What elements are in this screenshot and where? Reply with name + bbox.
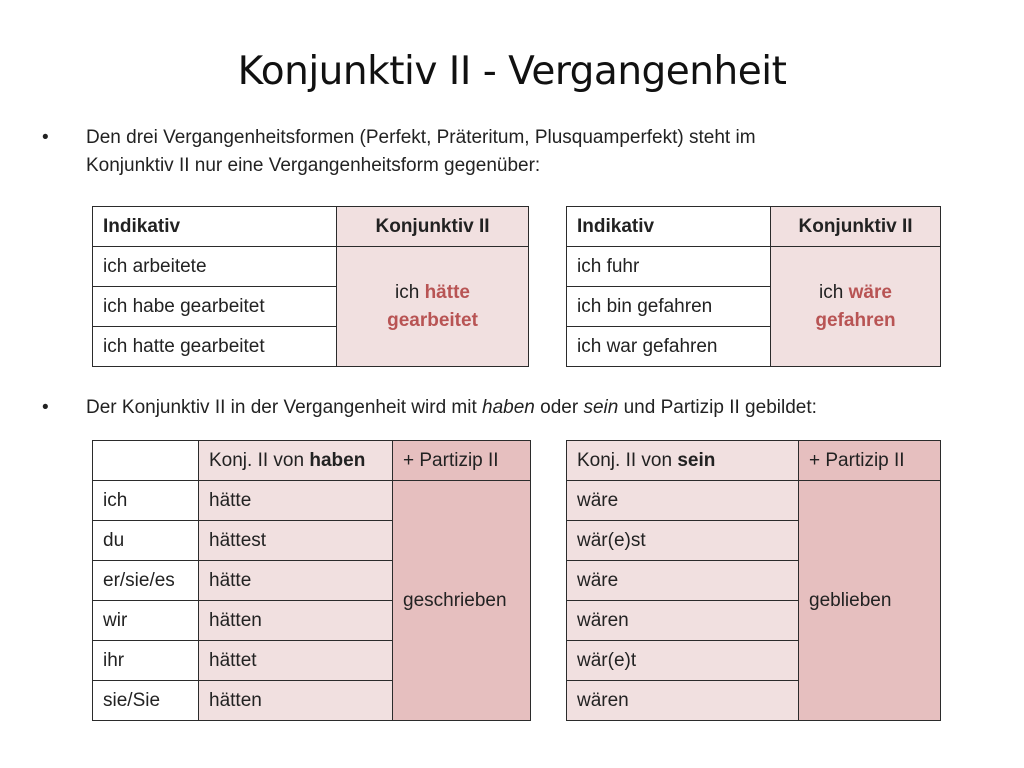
konjunktiv-form-cell [771,247,941,367]
header-partizip: + Partizip II [799,441,941,481]
aux-form-cell: wär(e)t [567,641,799,681]
indikativ-cell: ich arbeitete [93,247,337,287]
bullet-text-pre: Der Konjunktiv II in der Vergangenheit wird mit [86,397,483,418]
pronoun-cell: ich [93,481,199,521]
aux-form-cell: hättest [199,521,393,561]
indikativ-cell: ich habe gearbeitet [93,287,337,327]
aux-form-cell: hätten [199,601,393,641]
aux-form-cell: wäre [567,481,799,521]
konj-auxiliary: wäre [848,281,892,303]
header-indikativ: Indikativ [93,207,337,247]
header-aux-haben [199,441,393,481]
aux-form-cell: wären [567,681,799,721]
bullet-text-line-1: Den drei Vergangenheitsformen (Perfekt, Präteritum, Plusquamperfekt) steht im [86,127,756,148]
bullet-text-haben: haben [482,397,535,418]
header-aux-verb: sein [677,449,716,471]
konjunktiv-form-cell [337,247,529,367]
aux-form-cell: hätte [199,481,393,521]
header-indikativ: Indikativ [567,207,771,247]
konj-pronoun: ich [819,281,849,303]
table-haben [92,440,531,721]
konj-pronoun: ich [395,281,425,303]
indikativ-cell: ich fuhr [567,247,771,287]
pronoun-cell: sie/Sie [93,681,199,721]
participle-cell: geschrieben [393,481,531,721]
header-aux-verb: haben [309,449,366,471]
header-aux-sein [567,441,799,481]
table-fahren [566,206,941,367]
header-konjunktiv: Konjunktiv II [337,207,529,247]
bullet-text-mid: oder [534,397,584,418]
indikativ-cell: ich hatte gearbeitet [93,327,337,367]
bullet-marker: • [42,127,49,148]
konj-participle: gefahren [815,309,896,331]
aux-form-cell: wär(e)st [567,521,799,561]
header-aux-pre: Konj. II von [209,449,310,471]
pronoun-cell: er/sie/es [93,561,199,601]
bullet-text [86,394,817,422]
konj-participle: gearbeitet [387,309,478,331]
participle-cell: geblieben [799,481,941,721]
table-arbeiten [92,206,529,367]
table-sein [566,440,941,721]
indikativ-cell: ich war gefahren [567,327,771,367]
header-konjunktiv: Konjunktiv II [771,207,941,247]
pronoun-cell: du [93,521,199,561]
header-empty-cell [93,441,199,481]
konj-auxiliary: hätte [424,281,470,303]
bullet-text-sein: sein [583,397,619,418]
page-title: Konjunktiv II - Vergangenheit [237,49,787,94]
pronoun-cell: wir [93,601,199,641]
aux-form-cell: wäre [567,561,799,601]
aux-form-cell: hättet [199,641,393,681]
bullet-text-post: und Partizip II gebildet: [618,397,817,418]
aux-form-cell: hätte [199,561,393,601]
header-partizip: + Partizip II [393,441,531,481]
indikativ-cell: ich bin gefahren [567,287,771,327]
bullet-text-line-2: Konjunktiv II nur eine Vergangenheitsform gegenüber: [86,155,541,176]
aux-form-cell: hätten [199,681,393,721]
aux-form-cell: wären [567,601,799,641]
header-aux-pre: Konj. II von [577,449,678,471]
pronoun-cell: ihr [93,641,199,681]
bullet-marker: • [42,397,49,418]
